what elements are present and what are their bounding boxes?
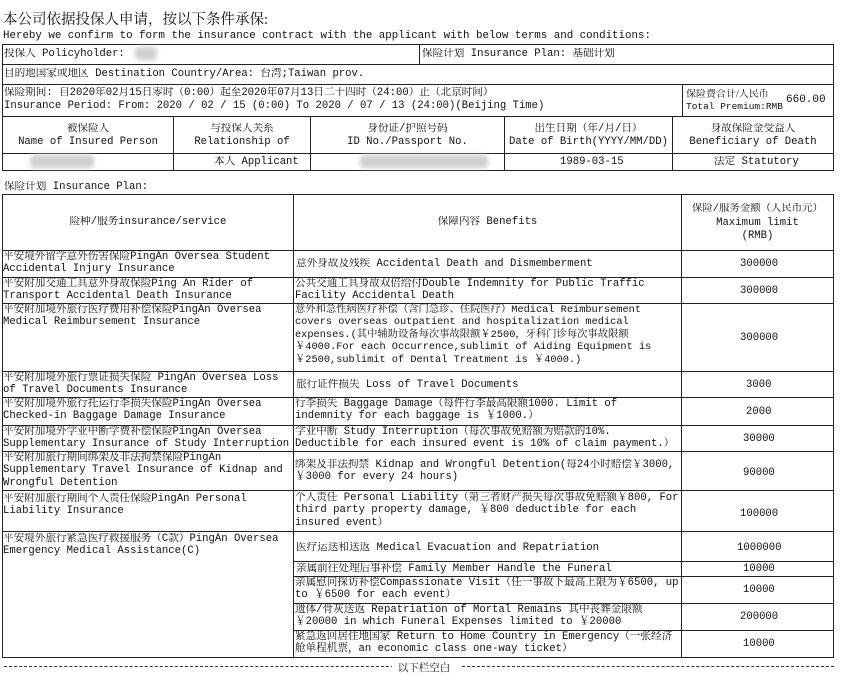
rescue-row-benefit: 亲属慰问探访补偿Compassionate Visit（任一事故下最高上限为￥6500, up to ￥6500 for each event） [295,577,679,602]
insured-name-redacted [30,155,94,168]
destination: 目的地国家或地区 Destination Country/Area: 台湾;Taiwan prov. [4,68,365,80]
col-service-header: 险种/服务insurance/service [69,216,227,228]
table-row-limit: 300000 [740,285,779,297]
table-row-benefit: 公共交通工具身故双倍给付Double Indemnity for Public Traffic Facility Accidental Death [295,278,645,303]
col-insured-name-cn: 被保险人 [66,123,110,135]
insurance-period-cn: 保险期间: 自2020年02月15日零时（0:00）起至2020年07月13日二十四时（24:00）止（北京时间） [4,87,494,99]
footer-dash-left [4,666,394,667]
col-id-en: ID No./Passport No. [347,136,468,148]
table-row-service: 平安附加境外旅行票证损失保险 PingAn Oversea Loss of Travel Documents Insurance [3,372,279,397]
table-row-service: 平安附加旅行期间绑架及非法拘禁保险PingAn Supplementary Travel Insurance of Kidnap and Wrongful Detention [3,452,283,489]
rescue-row-limit: 200000 [740,611,779,623]
table-row-benefit: 绑架及非法拘禁 Kidnap and Wrongful Detention(每24小时赔偿￥3000, ￥3000 for every 24 hours) [295,459,675,484]
table-row-limit: 300000 [740,258,779,270]
rescue-row-limit: 10000 [743,563,775,575]
col-dob-cn: 出生日期（年/月/日） [534,123,643,135]
rescue-row-limit: 1000000 [737,542,782,554]
table-row-limit: 3000 [746,379,772,391]
rescue-row-benefit: 遗体/骨灰送返 Repatriation of Mortal Remains 其中丧葬金限额￥20000 in which Funeral Expenses limited to ￥20000 [295,604,643,629]
footer-dash-right [462,666,834,667]
rescue-row-limit: 10000 [743,638,775,650]
premium-label-en: Total Premium:RMB [686,101,783,112]
table-row-service: 平安境外留学意外伤害保险PingAn Oversea Student Accidental Injury Insurance [3,251,270,276]
col-relationship-cn: 与投保人关系 [210,123,274,135]
plan-label: 保险计划 Insurance Plan: [4,181,149,193]
table-row-benefit: 学业中断 Study Interruption（每次事故免赔额为赔款的10%. Deductible for each insured event is 10% of claim payment.） [295,426,675,451]
id-number-redacted [360,155,488,168]
insurance-period-en: Insurance Period: From: 2020 / 02 / 15 (0:00) To 2020 / 07 / 13 (24:00)(Beijing Time) [4,100,545,112]
col-relationship-en: Relationship of [194,136,290,148]
blank-below-footer [0,660,848,675]
col-beneficiary-cn: 身故保险金受益人 [710,123,796,135]
rescue-service: 平安境外旅行紧急医疗救援服务（C款）PingAn Oversea Emergency Medical Assistance(C) [3,533,279,558]
col-beneficiary-en: Beneficiary of Death [689,136,817,148]
table-row-benefit: 旅行证件损失 Loss of Travel Documents [296,379,519,391]
table-row-limit: 30000 [743,433,775,445]
insurance-plan: 保险计划 Insurance Plan: 基础计划 [422,48,615,60]
table-row-benefit: 意外和急性病医疗补偿（含门急诊、住院医疗）Medical Reimbursement covers overseas outpatient and hospitalization medical expenses.(其中辅助设备每次事故限额￥2500，牙科门诊每次事故限额￥4000.For each Occurrence,sublimit of Aiding Equipment is ￥2500,sublimit of Dental Treatment is ￥4000.) [295,304,652,366]
rescue-row-benefit: 紧急返回居住地国家 Return to Home Country in Emergency（一张经济舱单程机票，an economic class one-way ticket） [295,631,673,656]
table-row-limit: 90000 [743,467,775,479]
rescue-row-limit: 10000 [743,584,775,596]
beneficiary-value: 法定 Statutory [714,156,799,168]
document-title: 本公司依据投保人申请，按以下条件承保: [3,12,269,28]
col-limit-header-en: Maximum limit [716,217,799,229]
col-id-cn: 身份证/护照号码 [367,123,448,135]
premium-label-cn: 保险费合计/人民币 [686,89,769,100]
policyholder-name-redacted [135,47,157,60]
confirmation-statement: Hereby we confirm to form the insurance contract with the applicant with below terms and conditions: [3,30,651,42]
table-row-service: 平安附加旅行期间个人责任保险PingAn Personal Liability Insurance [3,493,247,518]
policyholder-label: 投保人 Policyholder: [4,48,125,60]
table-row-service: 平安附加交通工具意外身故保险Ping An Rider of Transport Accidental Death Insurance [3,278,254,303]
table-row-limit: 300000 [740,332,779,344]
premium-value: 660.00 [786,94,826,106]
col-insured-name-en: Name of Insured Person [18,136,158,148]
table-row-benefit: 行李损失 Baggage Damage（每件行李最高限额1000. Limit of indemnity for each baggage is ￥1000.） [295,398,618,423]
col-dob-en: Date of Birth(YYYY/MM/DD) [509,136,668,148]
table-row-limit: 100000 [740,508,779,520]
table-row-benefit: 意外身故及残疾 Accidental Death and Dismemberment [296,258,593,270]
col-benefits-header: 保障内容 Benefits [437,216,538,228]
rescue-row-benefit: 医疗运送和送返 Medical Evacuation and Repatriation [296,542,600,554]
col-limit-header-unit: (RMB) [741,230,774,242]
table-row-service: 平安附加境外旅行医疗费用补偿保险PingAn Oversea Medical Reimbursement Insurance [3,304,262,329]
table-row-service: 平安附加境外学业中断学费补偿保险PingAn Oversea Supplementary Insurance of Study Interruption [3,426,290,451]
footer-text: 以下栏空白 [392,663,457,674]
dob-value: 1989-03-15 [560,156,624,168]
table-row-service: 平安附加境外旅行托运行李损失保险PingAn Oversea Checked-in Baggage Damage Insurance [3,398,262,423]
col-limit-header-cn: 保险/服务金额（人民币元） [692,203,823,215]
relationship-value: 本人 Applicant [214,156,299,168]
table-row-limit: 2000 [746,406,772,418]
rescue-row-benefit: 亲属前往处理后事补偿 Family Member Handle the Funeral [296,563,612,575]
table-row-benefit: 个人责任 Personal Liability（第三者财产损失每次事故免赔额￥800, For third party property damage, ￥800 deductible for each insured event） [295,492,679,529]
